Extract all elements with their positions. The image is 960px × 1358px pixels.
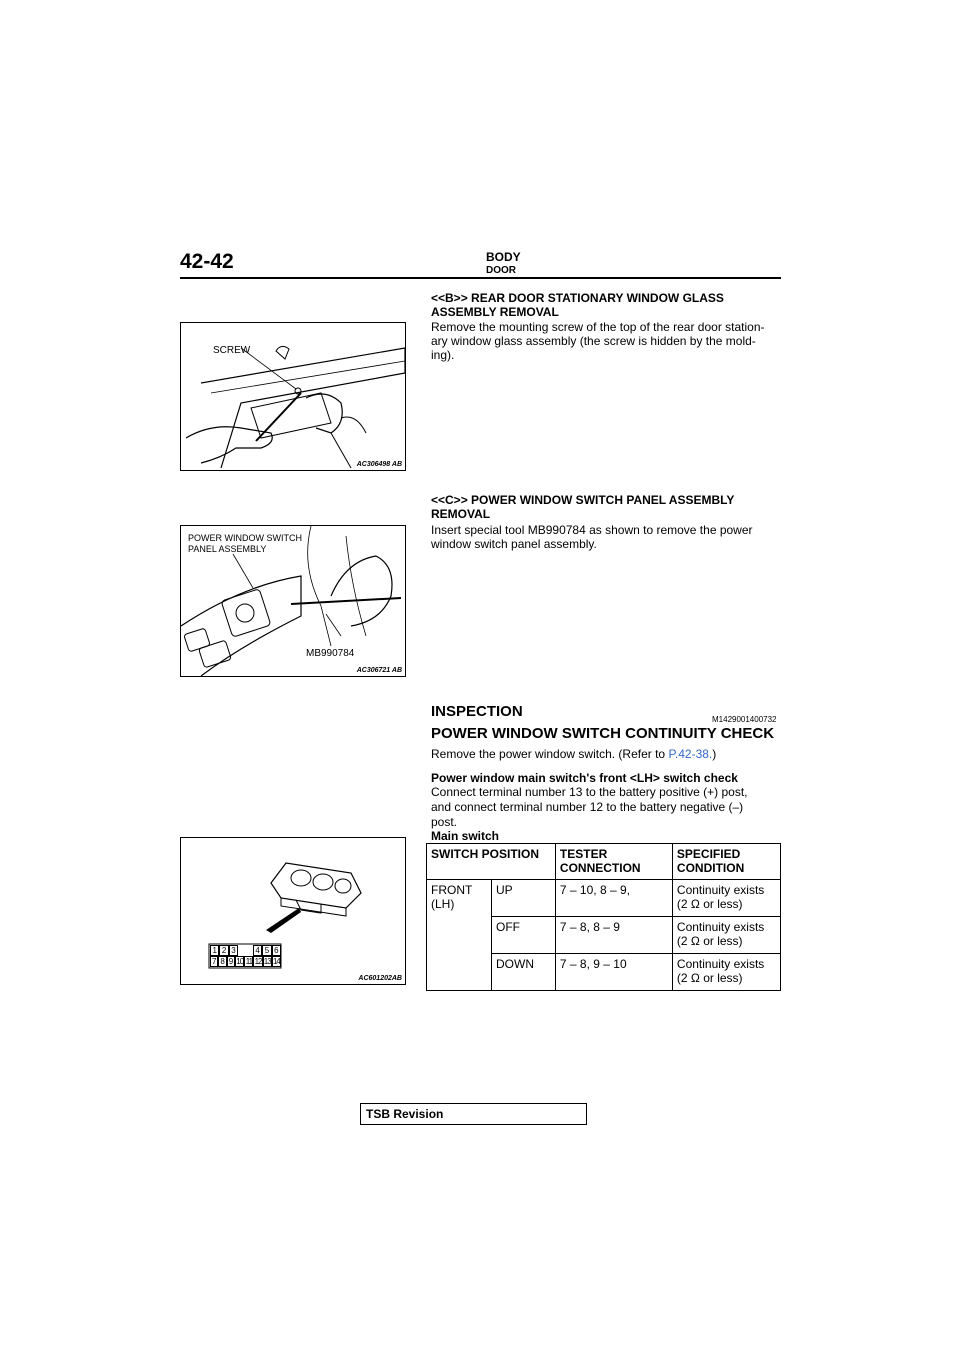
tool-label: MB990784 <box>306 648 355 659</box>
header-text: TESTER <box>559 847 608 861</box>
cell-text: Continuity exists <box>676 883 765 897</box>
screw-label: SCREW <box>213 345 251 356</box>
figure-screw-removal <box>180 322 406 471</box>
pin: 2 <box>219 945 228 956</box>
pin: 14 <box>272 957 280 966</box>
pin: 7 <box>211 957 217 966</box>
condition-cell <box>672 880 780 917</box>
col-tester-connection <box>555 844 672 880</box>
position-cell: OFF <box>492 917 556 954</box>
header-text: CONNECTION <box>559 861 641 875</box>
tsb-revision-label: TSB Revision <box>366 1107 444 1121</box>
pin: 13 <box>263 957 271 966</box>
section-subtitle: DOOR <box>486 265 516 276</box>
pin: 5 <box>262 945 271 956</box>
position-cell: UP <box>492 880 556 917</box>
connection-cell: 7 – 8, 8 – 9 <box>555 917 672 954</box>
switch-group-cell <box>427 880 492 991</box>
table-caption: Main switch <box>431 829 500 843</box>
pin: 11 <box>245 957 253 966</box>
panel-label-line2: PANEL ASSEMBLY <box>188 544 267 554</box>
section-b-body-line3: ing). <box>431 348 455 362</box>
pin: 9 <box>228 957 234 966</box>
remove-text-end: ) <box>712 747 717 761</box>
tsb-revision-box <box>360 1103 587 1125</box>
section-b-title-line2: ASSEMBLY REMOVAL <box>431 305 559 319</box>
section-title: BODY <box>486 250 521 264</box>
inspection-title: POWER WINDOW SWITCH CONTINUITY CHECK <box>431 725 775 742</box>
cell-text: Continuity exists <box>676 920 765 934</box>
section-b-body-line2: ary window glass assembly (the screw is hidden by the mold- <box>431 334 756 348</box>
header-text: CONDITION <box>676 861 745 875</box>
figure-code: AC601202AB <box>358 975 402 982</box>
condition-cell <box>672 917 780 954</box>
cell-text: (LH) <box>431 897 455 911</box>
pin: 8 <box>220 957 225 966</box>
cell-text: (2 Ω or less) <box>676 934 743 948</box>
section-c-body-line1: Insert special tool MB990784 as shown to remove the power <box>431 523 753 537</box>
inspection-code: M1429001400732 <box>712 715 777 724</box>
pin-gap <box>238 945 253 956</box>
check-line3: post. <box>431 815 458 829</box>
header-rule <box>180 277 781 279</box>
connection-cell: 7 – 8, 9 – 10 <box>555 954 672 991</box>
section-c-title-line2: REMOVAL <box>431 507 491 521</box>
cell-text: (2 Ω or less) <box>676 971 743 985</box>
pin: 6 <box>272 945 281 956</box>
section-b-title-line1: <<B>> REAR DOOR STATIONARY WINDOW GLASS <box>431 291 724 305</box>
panel-label-line1: POWER WINDOW SWITCH <box>188 533 302 543</box>
pin: 4 <box>253 945 262 956</box>
figure-main-switch-connector <box>180 837 406 985</box>
section-c-body-line2: window switch panel assembly. <box>431 537 597 551</box>
position-cell: DOWN <box>492 954 556 991</box>
cell-text: FRONT <box>431 883 473 897</box>
reference-link[interactable]: P.42-38. <box>668 747 713 761</box>
header-text: SPECIFIED <box>676 847 741 861</box>
table-row <box>427 880 781 917</box>
section-b-body-line1: Remove the mounting screw of the top of the rear door station- <box>431 320 765 334</box>
page-number: 42-42 <box>180 250 234 273</box>
check-heading: Power window main switch's front <LH> switch check <box>431 771 738 785</box>
continuity-table <box>426 843 781 991</box>
check-line1: Connect terminal number 13 to the battery positive (+) post, <box>431 785 748 799</box>
col-specified-condition <box>672 844 780 880</box>
pin: 1 <box>210 945 219 956</box>
col-switch-position: SWITCH POSITION <box>427 844 556 880</box>
connector-pinout <box>210 945 281 967</box>
table-header-row <box>427 844 781 880</box>
figure-switch-panel-removal <box>180 525 406 677</box>
remove-text: Remove the power window switch. (Refer to <box>431 747 669 761</box>
figure-code: AC306721 AB <box>356 667 402 674</box>
figure-code: AC306498 AB <box>356 461 402 468</box>
pin: 3 <box>229 945 238 956</box>
remove-instruction <box>431 747 716 761</box>
pin: 12 <box>254 957 262 966</box>
cell-text: Continuity exists <box>676 957 765 971</box>
pin: 10 <box>236 957 244 966</box>
cell-text: (2 Ω or less) <box>676 897 743 911</box>
inspection-heading: INSPECTION <box>431 703 523 720</box>
connection-cell: 7 – 10, 8 – 9, <box>555 880 672 917</box>
check-line2: and connect terminal number 12 to the battery negative (–) <box>431 800 744 814</box>
condition-cell <box>672 954 780 991</box>
section-c-title-line1: <<C>> POWER WINDOW SWITCH PANEL ASSEMBLY <box>431 493 735 507</box>
